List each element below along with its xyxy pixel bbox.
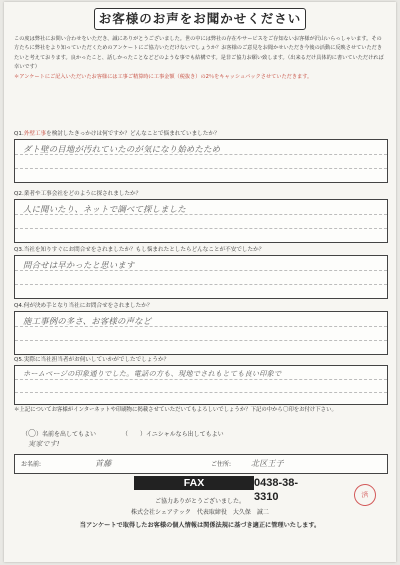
intro-body: この度は弊社にお問い合わせをいただき、誠にありがとうございました。世の中には弊社の存在やサービスをご存知ないお客様が沢山いらっしゃいます。その方たちに弊社をより知っていただくためのアンケートにご協力いただけないでしょうか？お客様のご意見をお聞かせいただき今後の活動に反映させていただきたいと考えております。良かったこと、話しかったことなどどのような事でも結構です。是非ご協力お願い致します。（出来るだけ具体的に書いていただければ幸いです） <box>14 36 384 71</box>
fax-number: 0438-38-3310 <box>254 477 299 503</box>
permission-handnote: 実家です! <box>28 440 60 448</box>
question-5: Q5.実際に当社担当者がお伺いしていかがでしたでしょうか？ <box>14 357 170 363</box>
name-value[interactable]: 首藤 <box>95 459 112 468</box>
answer-3: 問合せは早かったと思います <box>23 260 135 270</box>
privacy-notice: 当アンケートで取得したお客様の個人情報は関係法規に基づき適正に管理いたします。 <box>79 522 321 529</box>
answer-2: 人に聞いたり、ネットで調べて探しました <box>23 204 186 214</box>
fax-label: FAX <box>134 476 254 490</box>
customer-info-box <box>14 454 388 474</box>
page-title: お客様のお声をお聞かせください <box>94 8 306 30</box>
question-2: Q2.業者や工事会社をどのように探されましたか？ <box>14 191 142 197</box>
option-show-name[interactable]: （〇）名前を出してもよい <box>22 429 97 438</box>
approval-stamp: 済 <box>353 483 378 508</box>
address-label: ご住所: <box>211 461 232 468</box>
question-3: Q3.当社を知りすぐにお問合せをされましたか？もし悩まれたとしたらどんなことが不安でしたか？ <box>14 247 265 253</box>
company-line: 株式会社シェアテック 代表取締役 大久保 誠二 <box>131 509 269 516</box>
question-4: Q4.何が決め手となり当社にお問合せをされましたか？ <box>14 303 153 309</box>
answer-4: 施工事例の多さ、お客様の声など <box>23 316 152 326</box>
name-label: お名前: <box>21 461 42 468</box>
answer-box-1[interactable] <box>14 139 388 183</box>
thanks-text: ご協力ありがとうございました。 <box>154 498 245 505</box>
intro-text <box>14 35 384 82</box>
option-initials[interactable]: （ ）イニシャルなら出してもよい <box>122 431 224 438</box>
answer-box-5[interactable] <box>14 365 388 405</box>
permission-question: ＊上記についてお客様がインターネットや印刷物に掲載させていただいてもよろしいでしょうか？下記の中から〇印をお付け下さい。 <box>14 407 337 413</box>
answer-box-4[interactable] <box>14 311 388 355</box>
answer-box-3[interactable] <box>14 255 388 299</box>
cashback-note: ＊アンケートにご記入いただいたお客様には工事ご精算時に工事金額（税抜き）の2％をキャッシュバックさせていただきます。 <box>14 73 313 80</box>
address-value[interactable]: 北区王子 <box>251 459 284 468</box>
answer-5: ホームページの印象通りでした。電話の方も、現地でされもとても良い印象で <box>23 369 282 378</box>
circle-mark: 〇 <box>28 429 37 438</box>
question-1: Q1.外壁工事を検討したきっかけは何ですか？どんなことで悩まれていましたか？ <box>14 131 220 137</box>
answer-1: ダト壁の目地が汚れていたのが気になり始めたため <box>23 144 221 154</box>
survey-sheet <box>4 2 396 562</box>
answer-box-2[interactable] <box>14 199 388 243</box>
